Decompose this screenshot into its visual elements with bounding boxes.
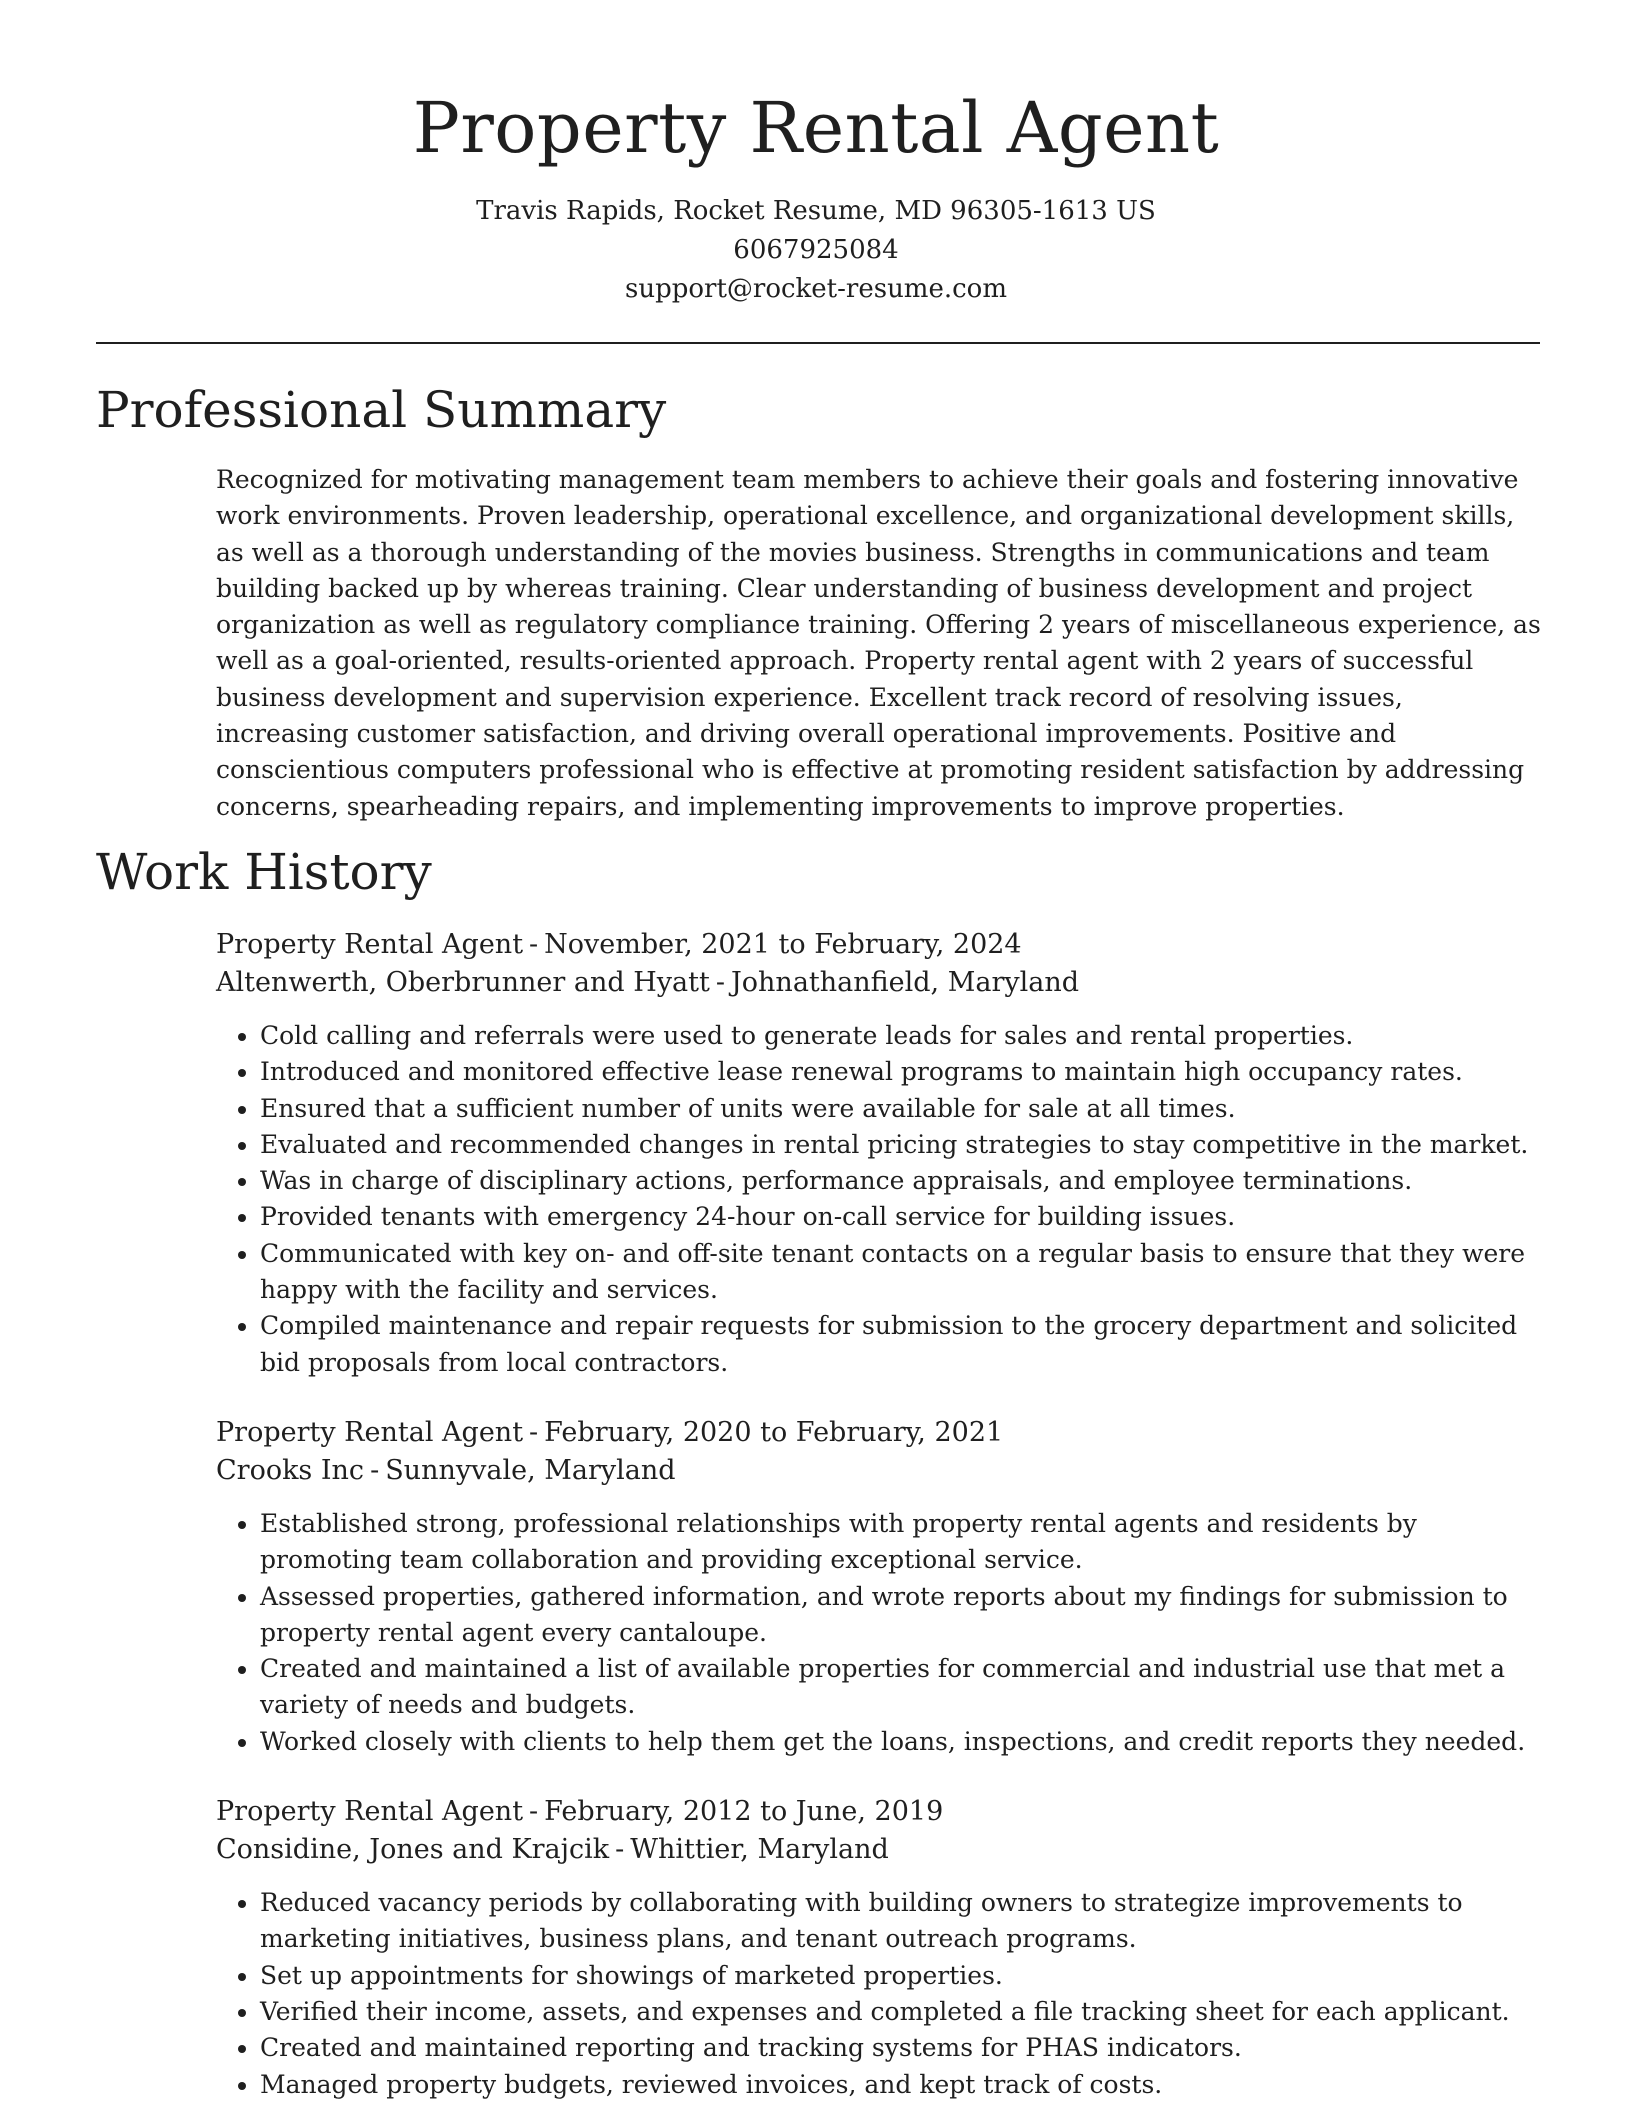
job-title-line xyxy=(216,926,1541,964)
job-company: Altenwerth, Oberbrunner and Hyatt xyxy=(216,967,710,998)
job-title-line xyxy=(216,1414,1541,1452)
job-title: Property Rental Agent xyxy=(216,1796,524,1828)
duty-item: • Communicated with key on- and off-site tenant contacts on a regular basis to ensure that they were happy with the facility and services. xyxy=(260,1236,1541,1309)
job-dates: February, 2020 to February, 2021 xyxy=(544,1416,1004,1448)
job-location: Whittier, Maryland xyxy=(630,1834,889,1866)
job-dates: November, 2021 to February, 2024 xyxy=(544,929,1022,960)
duty-item: • Cold calling and referrals were used to generate leads for sales and rental properties. xyxy=(260,1018,1541,1054)
summary-heading: Professional Summary xyxy=(96,381,667,439)
duty-item: • Established strong, professional relationships with property rental agents and residents by promoting team collaboration and providing exceptional service. xyxy=(260,1506,1541,1579)
contact-phone: 6067925084 xyxy=(733,235,899,265)
job-entry xyxy=(216,1414,1541,1760)
job-location: Johnathanfield, Maryland xyxy=(730,967,1080,998)
resume-header xyxy=(0,0,1632,309)
job-company-line xyxy=(216,964,1541,1002)
job-company: Considine, Jones and Krajcik xyxy=(216,1834,610,1866)
duty-item: • Compiled maintenance and repair requests for submission to the grocery department and solicited bid proposals from local contractors. xyxy=(260,1308,1541,1381)
header-divider xyxy=(96,342,1540,344)
work-history-heading: Work History xyxy=(96,843,432,901)
duty-item: • Created and maintained a list of available properties for commercial and industrial use that met a variety of needs and budgets. xyxy=(260,1651,1541,1724)
contact-info xyxy=(0,192,1632,309)
job-title: Property Rental Agent xyxy=(216,1416,524,1448)
job-entry xyxy=(216,926,1541,1381)
separator: - xyxy=(370,1454,380,1486)
job-duties xyxy=(216,1018,1541,1381)
job-company: Crooks Inc xyxy=(216,1454,365,1486)
job-title: Property Rental Agent xyxy=(216,929,524,960)
resume-name: Property Rental Agent xyxy=(412,87,1220,169)
duty-item: • Set up appointments for showings of marketed properties. xyxy=(260,1958,1541,1994)
duty-item: • Reduced vacancy periods by collaborating with building owners to strategize improvements to marketing initiatives, business plans, and tenant outreach programs. xyxy=(260,1885,1541,1958)
duty-item: • Created and maintained reporting and tracking systems for PHAS indicators. xyxy=(260,2030,1541,2066)
contact-email: support@rocket-resume.com xyxy=(624,274,1007,304)
job-company-line xyxy=(216,1831,1541,1869)
duty-item: • Assessed properties, gathered information, and wrote reports about my findings for submission to property rental agent every cantaloupe. xyxy=(260,1579,1541,1652)
separator: - xyxy=(529,929,539,960)
separator: - xyxy=(529,1796,539,1828)
duty-item: • Verified their income, assets, and expenses and completed a file tracking sheet for each applicant. xyxy=(260,1994,1541,2030)
job-duties xyxy=(216,1885,1541,2103)
job-title-line xyxy=(216,1793,1541,1831)
work-history-list xyxy=(216,926,1541,2112)
duty-item: • Worked closely with clients to help them get the loans, inspections, and credit reports they needed. xyxy=(260,1724,1541,1760)
job-dates: February, 2012 to June, 2019 xyxy=(544,1796,944,1828)
job-entry xyxy=(216,1793,1541,2103)
job-location: Sunnyvale, Maryland xyxy=(385,1454,676,1486)
duty-item: • Was in charge of disciplinary actions, performance appraisals, and employee terminations. xyxy=(260,1163,1541,1199)
duty-item: • Provided tenants with emergency 24-hour on-call service for building issues. xyxy=(260,1199,1541,1235)
job-company-line xyxy=(216,1452,1541,1490)
separator: - xyxy=(615,1834,625,1866)
duty-item: • Evaluated and recommended changes in rental pricing strategies to stay competitive in the market. xyxy=(260,1127,1541,1163)
separator: - xyxy=(715,967,725,998)
separator: - xyxy=(529,1416,539,1448)
duty-item: • Ensured that a sufficient number of units were available for sale at all times. xyxy=(260,1091,1541,1127)
summary-text: Recognized for motivating management team members to achieve their goals and fostering innovative work environments. Proven leadership, operational excellence, and organizational development skills, as well as a thorough understanding of the movies business. Strengths in communications and team building backed up by whereas training. Clear understanding of business development and project organization as well as regulatory compliance training. Offering 2 years of miscellaneous experience, as well as a goal-oriented, results-oriented approach. Property rental agent with 2 years of successful business development and supervision experience. Excellent track record of resolving issues, increasing customer satisfaction, and driving overall operational improvements. Positive and conscientious computers professional who is effective at promoting resident satisfaction by addressing concerns, spearheading repairs, and implementing improvements to improve properties. xyxy=(216,465,1541,821)
duty-item: • Managed property budgets, reviewed invoices, and kept track of costs. xyxy=(260,2067,1541,2103)
duty-item: • Introduced and monitored effective lease renewal programs to maintain high occupancy rates. xyxy=(260,1054,1541,1090)
contact-address: Travis Rapids, Rocket Resume, MD 96305-1613 US xyxy=(476,196,1156,226)
job-duties xyxy=(216,1506,1541,1760)
